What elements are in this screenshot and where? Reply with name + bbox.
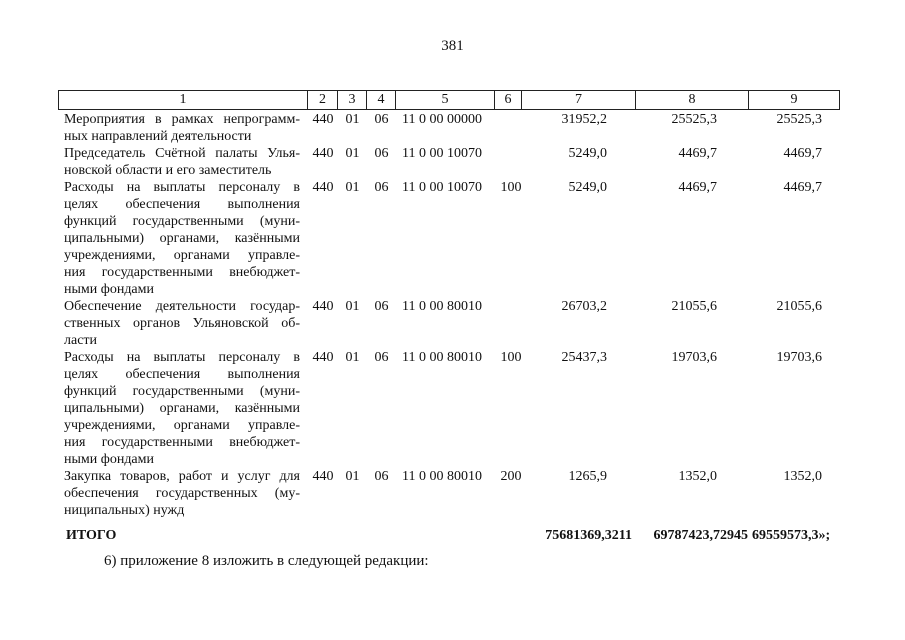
cell-c7: 25437,3 — [561, 350, 607, 365]
column-header-1: 1 — [59, 91, 308, 110]
row-description — [64, 179, 300, 298]
row-description — [64, 298, 300, 349]
cell-c9: 19703,6 — [776, 350, 822, 365]
description-line: Обеспечение деятельности государ- — [64, 299, 300, 314]
cell-c3: 01 — [345, 299, 360, 314]
cell-c3: 01 — [345, 146, 360, 161]
cell-c3: 01 — [345, 112, 360, 127]
description-line: учреждениями, органами управле- — [64, 418, 300, 433]
column-header-8: 8 — [636, 91, 749, 110]
cell-c8: 21055,6 — [671, 299, 717, 314]
cell-c4: 06 — [374, 299, 389, 314]
cell-c5: 11 0 00 80010 — [402, 299, 482, 314]
description-line: ния государственными внебюджет- — [64, 435, 300, 450]
column-header-7: 7 — [522, 91, 636, 110]
cell-c8: 4469,7 — [678, 146, 717, 161]
cell-c5: 11 0 00 10070 — [402, 146, 482, 161]
row-description — [64, 349, 300, 468]
cell-c6: 100 — [500, 350, 522, 365]
column-header-5: 5 — [396, 91, 495, 110]
total-label: ИТОГО — [66, 528, 117, 543]
description-line: Закупка товаров, работ и услуг для — [64, 469, 300, 484]
description-line: Расходы на выплаты персоналу в — [64, 350, 300, 365]
footer-note: 6) приложение 8 изложить в следующей редакции: — [104, 553, 429, 569]
cell-c9: 21055,6 — [776, 299, 822, 314]
cell-c3: 01 — [345, 350, 360, 365]
cell-c2: 440 — [312, 112, 334, 127]
description-line: ными фондами — [64, 452, 155, 467]
description-line: ципальными) органами, казёнными — [64, 401, 300, 416]
description-line: ципальными) органами, казёнными — [64, 231, 300, 246]
column-header-row — [58, 90, 840, 110]
table-row — [0, 298, 905, 349]
description-line: ниципальных) нужд — [64, 503, 185, 518]
row-description — [64, 468, 300, 519]
cell-c2: 440 — [312, 299, 334, 314]
cell-c7: 5249,0 — [568, 146, 607, 161]
column-header-4: 4 — [367, 91, 396, 110]
cell-c4: 06 — [374, 350, 389, 365]
total-col7: 75681369,3211 — [545, 528, 632, 543]
column-header-3: 3 — [338, 91, 367, 110]
cell-c2: 440 — [312, 146, 334, 161]
row-description — [64, 111, 300, 145]
cell-c9: 4469,7 — [783, 146, 822, 161]
total-row — [0, 528, 905, 546]
cell-c4: 06 — [374, 146, 389, 161]
cell-c7: 31952,2 — [561, 112, 607, 127]
column-header-2: 2 — [308, 91, 338, 110]
cell-c7: 26703,2 — [561, 299, 607, 314]
description-line: целях обеспечения выполнения — [64, 367, 300, 382]
cell-c4: 06 — [374, 469, 389, 484]
cell-c9: 4469,7 — [783, 180, 822, 195]
description-line: Председатель Счётной палаты Улья- — [64, 146, 300, 161]
description-line: обеспечения государственных (му- — [64, 486, 300, 501]
cell-c4: 06 — [374, 180, 389, 195]
table-row — [0, 179, 905, 298]
cell-c2: 440 — [312, 469, 334, 484]
cell-c7: 1265,9 — [568, 469, 607, 484]
description-line: Расходы на выплаты персоналу в — [64, 180, 300, 195]
cell-c2: 440 — [312, 180, 334, 195]
cell-c5: 11 0 00 00000 — [402, 112, 482, 127]
table-row — [0, 468, 905, 519]
description-line: ния государственными внебюджет- — [64, 265, 300, 280]
table-body — [0, 111, 905, 519]
description-line: ными фондами — [64, 282, 155, 297]
cell-c2: 440 — [312, 350, 334, 365]
cell-c8: 19703,6 — [671, 350, 717, 365]
cell-c4: 06 — [374, 112, 389, 127]
description-line: учреждениями, органами управле- — [64, 248, 300, 263]
total-col9: 69559573,3»; — [752, 528, 831, 543]
cell-c8: 1352,0 — [678, 469, 717, 484]
table-row — [0, 111, 905, 145]
column-header-6: 6 — [495, 91, 522, 110]
cell-c9: 25525,3 — [776, 112, 822, 127]
description-line: функций государственными (муни- — [64, 214, 300, 229]
description-line: ных направлений деятельности — [64, 129, 252, 144]
description-line: новской области и его заместитель — [64, 163, 272, 178]
total-col8: 69787423,72945 — [653, 528, 748, 543]
cell-c3: 01 — [345, 180, 360, 195]
cell-c6: 200 — [500, 469, 522, 484]
cell-c5: 11 0 00 10070 — [402, 180, 482, 195]
description-line: Мероприятия в рамках непрограмм- — [64, 112, 300, 127]
row-description — [64, 145, 300, 179]
cell-c8: 25525,3 — [671, 112, 717, 127]
description-line: функций государственными (муни- — [64, 384, 300, 399]
cell-c8: 4469,7 — [678, 180, 717, 195]
cell-c5: 11 0 00 80010 — [402, 469, 482, 484]
cell-c7: 5249,0 — [568, 180, 607, 195]
description-line: целях обеспечения выполнения — [64, 197, 300, 212]
table-row — [0, 349, 905, 468]
cell-c6: 100 — [500, 180, 522, 195]
cell-c5: 11 0 00 80010 — [402, 350, 482, 365]
page-number: 381 — [441, 38, 464, 54]
cell-c3: 01 — [345, 469, 360, 484]
column-header-9: 9 — [749, 91, 840, 110]
table-row — [0, 145, 905, 179]
description-line: ласти — [64, 333, 98, 348]
description-line: ственных органов Ульяновской об- — [64, 316, 300, 331]
cell-c9: 1352,0 — [783, 469, 822, 484]
